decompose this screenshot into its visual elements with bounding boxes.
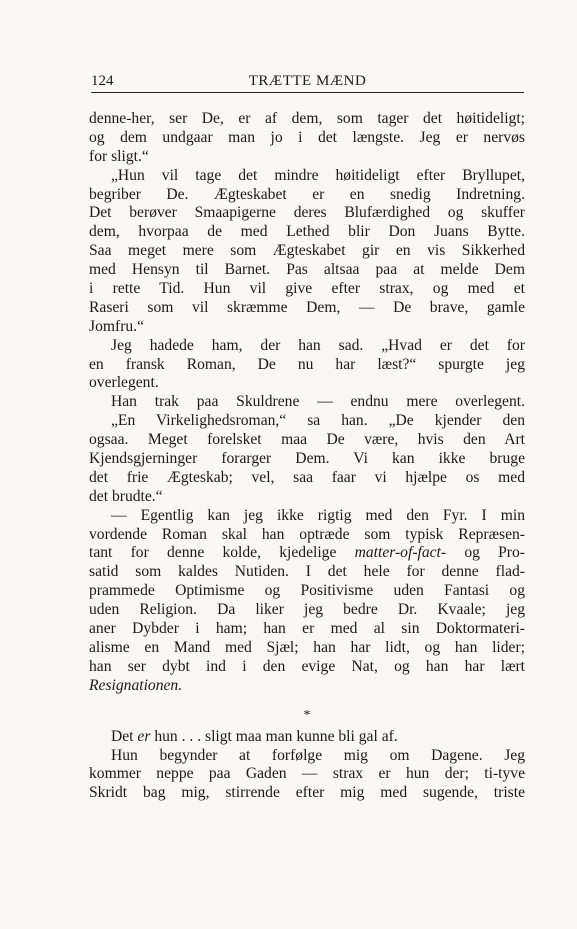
text-line: aner Dybder i ham; han er med al sin Doktormateri-	[89, 620, 525, 638]
text-line: — Egentlig kan jeg ikke rigtig med den Fyr. I min	[111, 506, 525, 524]
text-line: begriber De. Ægteskabet er en snedig Indretning.	[89, 185, 525, 203]
text-line: denne-her, ser De, er af dem, som tager det høitideligt;	[89, 110, 525, 127]
text-line: „En Virkelighedsroman,“ sa han. „De kjender den	[111, 412, 525, 430]
text-line: „Hun vil tage det mindre høitideligt efter Bryllupet,	[111, 166, 525, 184]
text-line: uden Religion. Da liker jeg bedre Dr. Kvaale; jeg	[89, 601, 525, 619]
text-line: Resignationen.	[89, 676, 183, 694]
text-line: Det er hun . . . sligt maa man kunne bli gal af.	[111, 727, 398, 745]
text-line: og dem undgaar man jo i det længste. Jeg er nervøs	[89, 128, 525, 146]
text-line: dem, hvorpaa de med Lethed blir Don Juans Bytte.	[89, 223, 525, 241]
text-line: Raseri som vil skræmme Dem, — De brave, gamle	[89, 298, 525, 316]
text-line: overlegent.	[89, 374, 159, 392]
text-line: han ser dybt ind i den evige Nat, og han har lært	[89, 657, 525, 675]
text-line: vordende Roman skal han optræde som typisk Repræsen-	[89, 525, 525, 543]
text-line: Det berøver Smaapigerne deres Blufærdighed og skuffer	[89, 204, 525, 222]
page-header	[91, 72, 524, 93]
text-line: Hun begynder at forfølge mig om Dagene. Jeg	[111, 746, 525, 764]
text-line: Saa meget mere som Ægteskabet gir en vis Sikkerhed	[89, 242, 525, 260]
running-head: TRÆTTE MÆND	[248, 73, 367, 89]
text-line: en fransk Roman, De nu har læst?“ spurgte jeg	[89, 355, 525, 373]
body-text	[89, 110, 525, 803]
text-line: tant for denne kolde, kjedelige matter-of-fact- og Pro-	[89, 544, 525, 562]
text-line: prammede Optimisme og Positivisme uden Fantasi og	[89, 582, 525, 600]
section-break: *	[303, 707, 311, 723]
text-line: Jomfru.“	[89, 317, 144, 335]
text-line: satid som kaldes Nutiden. I det hele for denne flad-	[89, 563, 525, 581]
text-line: Kjendsgjerninger forarger Dem. Vi kan ikke bruge	[89, 450, 525, 468]
page-number: 124	[91, 73, 114, 89]
text-line: kommer neppe paa Gaden — strax er hun der; ti-tyve	[89, 765, 525, 783]
text-line: Skridt bag mig, stirrende efter mig med sugende, triste	[89, 784, 525, 802]
text-line: for sligt.“	[89, 147, 149, 165]
text-line: det brudte.“	[89, 487, 163, 505]
text-line: alisme en Mand med Sjæl; han har lidt, og han lider;	[89, 638, 525, 656]
text-line: med Hensyn til Barnet. Pas altsaa paa at melde Dem	[89, 261, 525, 279]
text-line: Jeg hadede ham, der han sad. „Hvad er det for	[111, 336, 525, 354]
text-line: ogsaa. Meget forelsket maa De være, hvis den Art	[89, 431, 525, 449]
text-line: i rette Tid. Hun vil give efter strax, og med et	[89, 280, 525, 298]
text-line: det frie Ægteskab; vel, saa faar vi hjælpe os med	[89, 468, 525, 486]
text-line: Han trak paa Skuldrene — endnu mere overlegent.	[111, 393, 525, 411]
